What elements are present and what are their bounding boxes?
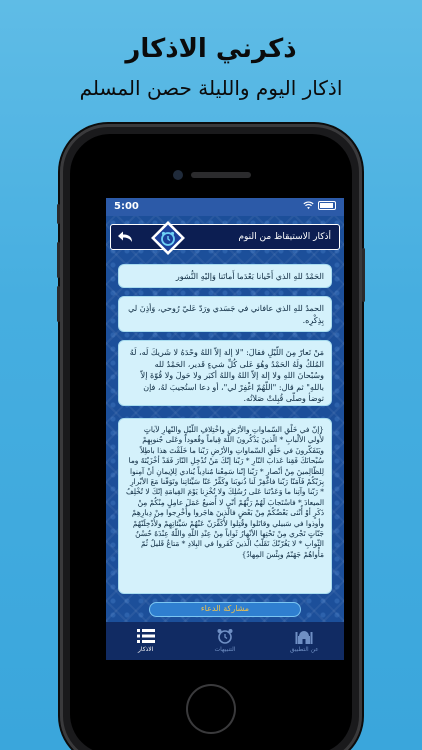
- alarm-icon: [216, 628, 234, 644]
- tab-label: الاذكار: [137, 646, 154, 653]
- share-dua-button[interactable]: مشاركة الدعاء: [149, 602, 301, 617]
- back-button[interactable]: [115, 228, 137, 246]
- phone-power-button: [362, 248, 365, 302]
- tab-label: عن التطبيق: [289, 646, 319, 653]
- tab-alerts[interactable]: [195, 628, 255, 653]
- dhikr-text: {إنّ في خَلْقِ السّماواتِ والأرْضِ واخْتِلافِ اللّيْلِ والنّهارِ لآياتٍ لأُولي الألْبابِ * الّذينَ يَذْكُرونَ اللّهَ قِياماً وقُعوداً وعَلى جُنوبِهِمْ ويَتَفَكّرونَ في خَلْقِ السّماواتِ والأرْضِ رَبّنا ما خَلَقْتَ هذا باطِلاً سُبْحانَكَ فَقِنا عَذابَ النّارِ * رَبّنا إنّكَ مَنْ تُدْخِلِ النّارَ فَقَدْ أخْزَيْتَهُ وما لِلظّالِمينَ مِنْ أنْصارٍ * رَبّنا إنّنا سَمِعْنا مُنادِياً يُنادي لِلإيمانِ أنْ آمِنوا بِرَبّكُمْ فَآمَنّا رَبّنا فاغْفِرْ لَنا ذُنوبَنا وكَفِّرْ عَنّا سَيِّئاتِنا وتَوَفّنا مَعَ الأبْرارِ * رَبّنا وآتِنا ما وَعَدْتَنا عَلى رُسُلِكَ ولا تُخْزِنا يَوْمَ القِيامَةِ إنّكَ لا تُخْلِفُ الميعادَ * فاسْتَجابَ لَهُمْ رَبُّهُمْ أنّي لا أُضيعُ عَمَلَ عامِلٍ مِنْكُمْ مِنْ ذَكَرٍ أوْ أُنْثى بَعْضُكُمْ مِنْ بَعْضٍ فالّذينَ هاجَروا وأُخْرِجوا مِنْ دِيارِهِمْ وأوذوا في سَبيلي وقاتَلوا وقُتِلوا لأُكَفِّرَنّ عَنْهُمْ سَيِّئاتِهِمْ ولأُدْخِلَنّهُمْ جَنّاتٍ تَجْري مِنْ تَحْتِها الأنْهارُ ثَواباً مِنْ عِنْدِ اللّهِ واللّهُ عِنْدَهُ حُسْنُ الثّوابِ * لا يَغُرّنّكَ تَقَلّبُ الّذينَ كَفَروا في البِلادِ * مَتاعٌ قَليلٌ ثُمّ مَأْواهُمْ جَهَنّمُ وبِئْسَ المِهادُ}: [126, 425, 324, 559]
- mosque-icon: [295, 628, 313, 644]
- status-bar: [106, 198, 344, 216]
- dhikr-card[interactable]: [118, 418, 332, 594]
- page-title: أذكار الاستيقاظ من النوم: [238, 232, 331, 242]
- battery-icon: [318, 201, 336, 210]
- dhikr-card[interactable]: [118, 340, 332, 406]
- dhikr-text: الحَمْدُ للهِ الذي أَحْيانا بَعْدَما أَماتَنا وَإليْهِ النُّشور: [175, 272, 324, 281]
- dhikr-text: مَنْ تَعارّ مِنَ اللّيْلِ فقالَ: "لا إلهَ إلاّ اللهُ وحْدَهُ لا شَريكَ لَه، لَهُ المُلكُ ولَهُ الحَمْدُ وهُوَ عَلى كُلِّ شيءٍ قَدير، الحَمْدُ لله وسُبْحانَ اللهِ ولا إلهَ إلاّ اللهُ واللهُ أكبَر ولا حَولَ ولا قُوّةَ إلاّ باللهِ" ثم قال: "اللّهُمّ اغْفِرْ لي"، أو دعا استُجيبَ لهُ، فإن توضأ وصلّى قُبِلتْ صَلاتُه.: [129, 348, 324, 403]
- phone-volume-up: [57, 242, 60, 278]
- wifi-icon: [303, 201, 314, 210]
- tab-adhkar[interactable]: [116, 628, 176, 653]
- promo-title: ذكرني الاذكار: [125, 34, 297, 64]
- back-arrow-icon: [117, 230, 135, 244]
- home-button[interactable]: [186, 684, 236, 734]
- dhikr-card[interactable]: [118, 296, 332, 332]
- app-screen: [106, 198, 344, 660]
- dhikr-card[interactable]: [118, 264, 332, 288]
- content-area: [106, 216, 344, 622]
- phone-volume-down: [57, 286, 60, 322]
- promo-subtitle: اذكار اليوم والليلة حصن المسلم: [79, 76, 343, 100]
- front-camera: [173, 170, 183, 180]
- tab-bar: [106, 622, 344, 660]
- status-icons: [303, 201, 336, 210]
- phone-silent-switch: [57, 204, 60, 224]
- dhikr-text: الحمدُ للهِ الذي عافاني في جَسَدي ورَدّ عَليّ رُوحي، وَأذِنَ لي بِذِكْرِه.: [128, 304, 324, 325]
- app-logo: [149, 219, 187, 257]
- earpiece-speaker: [191, 172, 251, 178]
- tab-label: التنبيهات: [214, 646, 236, 653]
- status-time: 5:00: [114, 201, 139, 212]
- tab-about[interactable]: [274, 628, 334, 653]
- alarm-clock-icon: [149, 219, 187, 257]
- header-bar: [110, 224, 340, 250]
- list-icon: [137, 628, 155, 644]
